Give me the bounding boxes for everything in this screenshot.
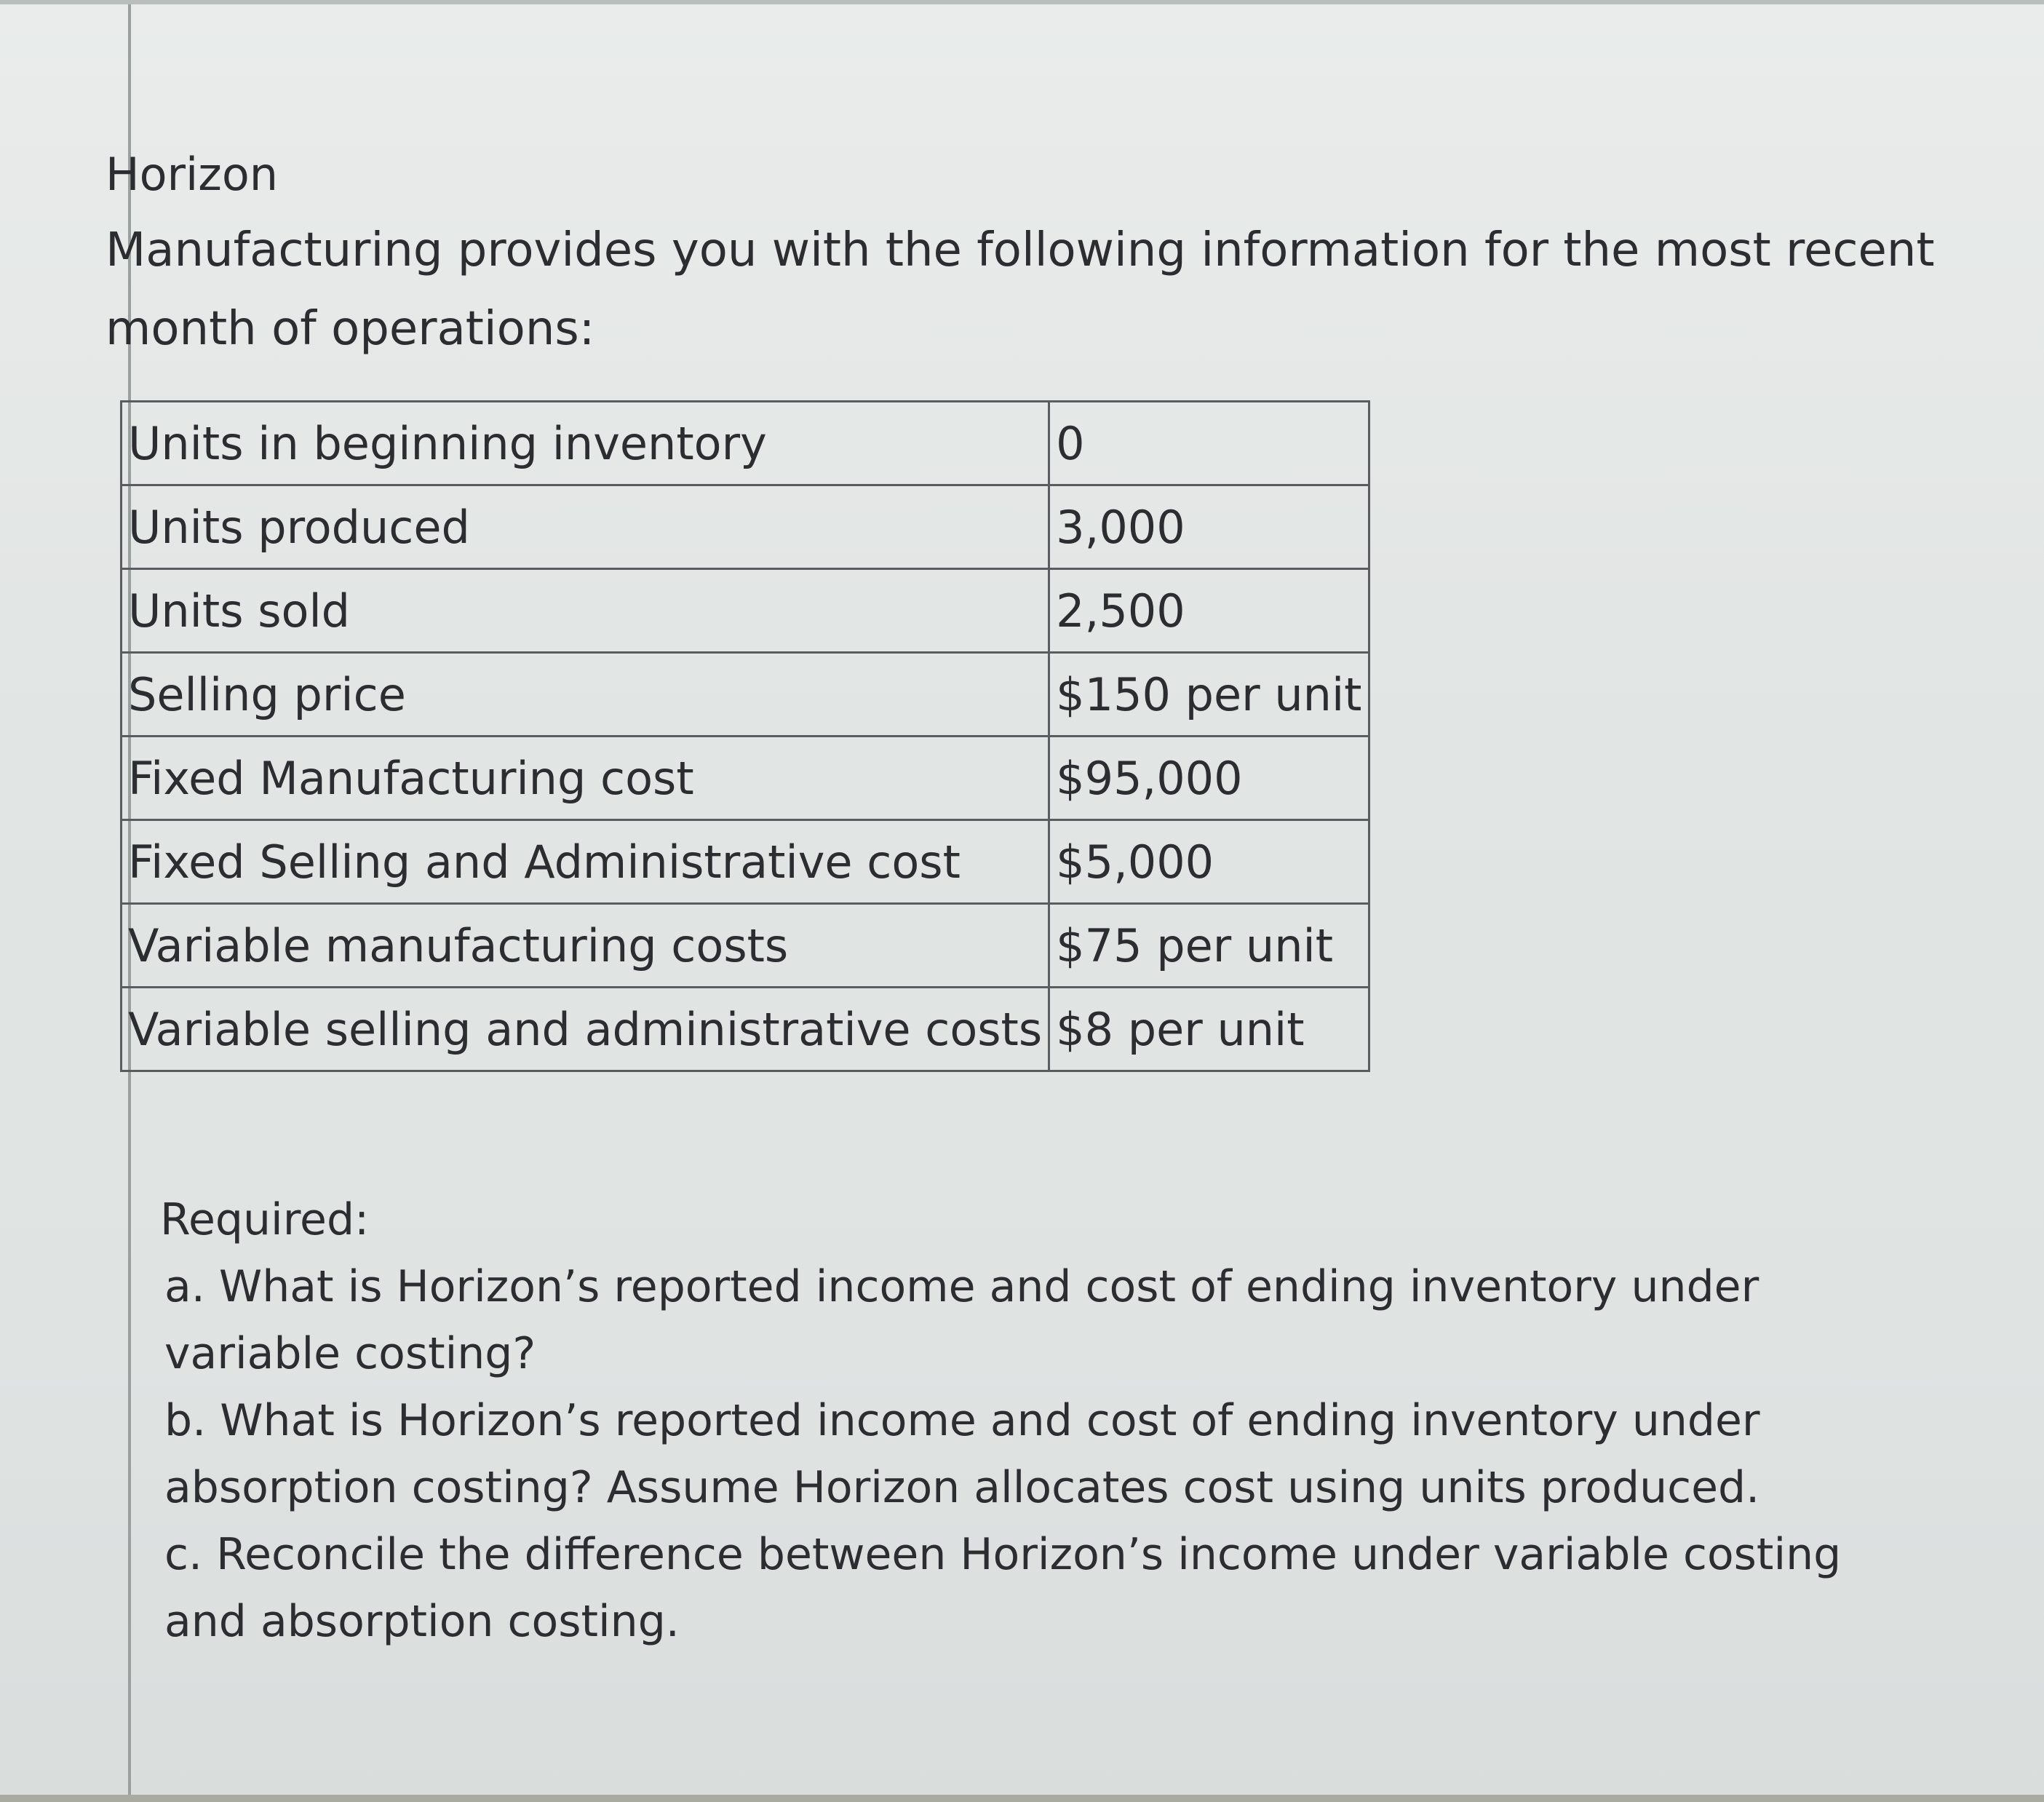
- row-value: 2,500: [1049, 569, 1369, 653]
- required-item-c: c. Reconcile the difference between Horizon’s income under variable costing and absorption costing.: [164, 1529, 1842, 1647]
- row-label: Selling price: [122, 653, 1049, 737]
- table-row: [122, 904, 1369, 988]
- required-item-a: a. What is Horizon’s reported income and cost of ending inventory under variable costing?: [164, 1261, 1759, 1379]
- intro-text: Manufacturing provides you with the following information for the most recent month of operations:: [106, 223, 1935, 356]
- row-value: $5,000: [1049, 820, 1369, 904]
- row-label: Units sold: [122, 569, 1049, 653]
- row-label: Variable selling and administrative costs: [122, 988, 1049, 1071]
- data-table: [120, 400, 1370, 1072]
- required-heading: Required:: [160, 1194, 370, 1245]
- row-value: 0: [1049, 402, 1369, 485]
- table-row: [122, 653, 1369, 737]
- row-label: Units produced: [122, 485, 1049, 569]
- row-value: 3,000: [1049, 485, 1369, 569]
- table-row: [122, 569, 1369, 653]
- table-row: [122, 988, 1369, 1071]
- table-row: [122, 737, 1369, 820]
- required-section: [160, 1186, 1877, 1655]
- table-row: [122, 820, 1369, 904]
- row-value: $95,000: [1049, 737, 1369, 820]
- row-label: Fixed Selling and Administrative cost: [122, 820, 1049, 904]
- row-label: Variable manufacturing costs: [122, 904, 1049, 988]
- row-value: $8 per unit: [1049, 988, 1369, 1071]
- table-row: [122, 485, 1369, 569]
- question-text: [106, 138, 1968, 368]
- row-value: $150 per unit: [1049, 653, 1369, 737]
- top-border: [0, 0, 2044, 4]
- row-label: Fixed Manufacturing cost: [122, 737, 1049, 820]
- row-label: Units in beginning inventory: [122, 402, 1049, 485]
- required-item-b: b. What is Horizon’s reported income and cost of ending inventory under absorption costing? Assume Horizon allocates cost using units produced.: [164, 1395, 1760, 1513]
- row-value: $75 per unit: [1049, 904, 1369, 988]
- bottom-border: [0, 1795, 2044, 1802]
- table-row: [122, 402, 1369, 485]
- company-name: Horizon: [106, 148, 279, 201]
